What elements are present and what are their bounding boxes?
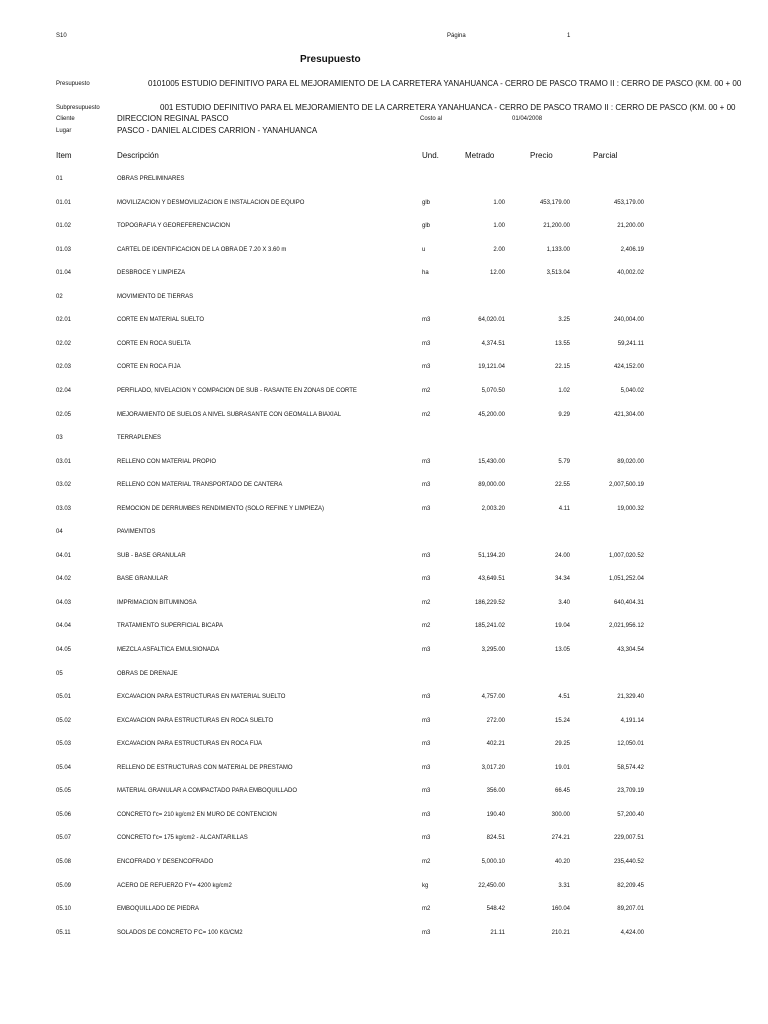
- table-row: [0, 741, 768, 753]
- row-precio: 9.29: [558, 411, 570, 418]
- lugar-value: PASCO - DANIEL ALCIDES CARRION - YANAHUANCA: [117, 126, 318, 135]
- row-item: 04.02: [56, 576, 72, 583]
- row-description: EXCAVACION PARA ESTRUCTURAS EN ROCA FIJA: [117, 741, 263, 748]
- row-precio: 1.02: [558, 387, 570, 394]
- row-description: SOLADOS DE CONCRETO F'C= 100 KG/CM2: [117, 929, 243, 936]
- row-item: 04.05: [56, 647, 72, 653]
- row-description: SUB - BASE GRANULAR: [117, 552, 186, 559]
- row-description: CORTE EN ROCA SUELTA: [117, 340, 191, 347]
- table-row: [0, 176, 768, 188]
- page-title: Presupuesto: [300, 54, 361, 65]
- row-item: 03: [56, 435, 63, 442]
- row-item: 04.01: [56, 552, 72, 559]
- row-item: 02.03: [56, 364, 72, 371]
- row-item: 03.03: [56, 505, 72, 512]
- row-item: 05.10: [56, 906, 72, 913]
- table-row: [0, 294, 768, 306]
- table-row: [0, 671, 768, 683]
- row-unit: glb: [422, 223, 431, 230]
- row-description: OBRAS DE DRENAJE: [117, 670, 178, 677]
- row-precio: 40.20: [554, 858, 570, 865]
- table-row: [0, 200, 768, 212]
- row-parcial: 4,191.14: [620, 717, 644, 724]
- row-item: 01.03: [56, 246, 72, 253]
- row-unit: m3: [422, 788, 431, 795]
- row-precio: 3.31: [558, 882, 570, 889]
- row-precio: 274.21: [551, 835, 570, 842]
- row-description: ENCOFRADO Y DESENCOFRADO: [117, 858, 214, 865]
- row-precio: 453,179.00: [539, 199, 570, 206]
- table-row: [0, 600, 768, 612]
- col-item: Item: [56, 151, 72, 160]
- row-unit: m3: [422, 505, 431, 512]
- table-row: [0, 835, 768, 847]
- row-parcial: 21,329.40: [617, 694, 644, 701]
- row-item: 02.05: [56, 411, 72, 418]
- row-item: 05.02: [56, 717, 72, 724]
- table-row: [0, 223, 768, 235]
- row-parcial: 2,406.19: [620, 246, 644, 253]
- row-metrado: 5,000.10: [481, 858, 505, 865]
- row-metrado: 51,194.20: [478, 552, 505, 559]
- row-description: PERFILADO, NIVELACION Y COMPACION DE SUB - RASANTE EN ZONAS DE CORTE: [117, 387, 357, 394]
- row-unit: m2: [422, 906, 431, 913]
- row-unit: m2: [422, 387, 431, 394]
- table-row: [0, 341, 768, 353]
- row-metrado: 3,295.00: [481, 647, 505, 653]
- table-row: [0, 576, 768, 588]
- row-precio: 300.00: [551, 811, 570, 818]
- costo-value: 01/04/2008: [512, 116, 543, 122]
- row-precio: 66.45: [554, 788, 570, 795]
- row-metrado: 89,000.00: [478, 482, 505, 489]
- row-item: 05.04: [56, 764, 72, 771]
- row-precio: 4.11: [558, 505, 570, 512]
- row-unit: m3: [422, 340, 431, 347]
- row-metrado: 1.00: [493, 223, 505, 230]
- row-precio: 1,133.00: [546, 246, 570, 253]
- row-parcial: 12,050.01: [617, 741, 644, 748]
- table-row: [0, 647, 768, 659]
- table-row: [0, 435, 768, 447]
- row-description: EXCAVACION PARA ESTRUCTURAS EN MATERIAL SUELTO: [117, 694, 286, 701]
- col-und: Und.: [422, 151, 439, 160]
- row-item: 02.02: [56, 340, 72, 347]
- row-item: 05.05: [56, 788, 72, 795]
- table-row: [0, 718, 768, 730]
- row-precio: 3.40: [558, 599, 570, 606]
- row-parcial: 57,200.40: [617, 811, 644, 818]
- row-item: 02.01: [56, 317, 72, 324]
- table-row: [0, 482, 768, 494]
- row-item: 03.01: [56, 458, 72, 465]
- row-parcial: 1,051,252.04: [608, 576, 644, 583]
- row-item: 02: [56, 293, 63, 300]
- row-unit: m3: [422, 458, 431, 465]
- row-parcial: 21,200.00: [617, 223, 644, 230]
- table-row: [0, 906, 768, 918]
- row-parcial: 82,209.45: [617, 882, 644, 889]
- row-description: EXCAVACION PARA ESTRUCTURAS EN ROCA SUELTO: [117, 717, 274, 724]
- row-precio: 29.25: [554, 741, 570, 748]
- row-unit: m3: [422, 482, 431, 489]
- row-unit: glb: [422, 199, 431, 206]
- row-unit: ha: [422, 270, 429, 277]
- row-description: EMBOQUILLADO DE PIEDRA: [117, 906, 200, 913]
- table-row: [0, 388, 768, 400]
- row-item: 05.11: [56, 929, 71, 936]
- col-descripcion: Descripción: [117, 151, 159, 160]
- table-row: [0, 317, 768, 329]
- row-description: ACERO DE REFUERZO FY= 4200 kg/cm2: [117, 882, 232, 889]
- table-row: [0, 247, 768, 259]
- row-metrado: 15,430.00: [478, 458, 505, 465]
- row-precio: 13.05: [554, 647, 570, 653]
- table-row: [0, 506, 768, 518]
- table-row: [0, 270, 768, 282]
- row-parcial: 235,440.52: [613, 858, 644, 865]
- row-description: CONCRETO f'c= 175 kg/cm2 - ALCANTARILLAS: [117, 835, 248, 842]
- row-precio: 4.51: [558, 694, 570, 701]
- row-item: 05.08: [56, 858, 72, 865]
- row-parcial: 424,152.00: [613, 364, 644, 371]
- row-metrado: 190.40: [486, 811, 505, 818]
- table-row: [0, 553, 768, 565]
- col-precio: Precio: [530, 151, 553, 160]
- row-item: 05: [56, 670, 63, 677]
- row-description: RELLENO DE ESTRUCTURAS CON MATERIAL DE PRESTAMO: [117, 764, 293, 771]
- row-item: 04: [56, 529, 63, 536]
- presupuesto-label: Presupuesto: [56, 81, 90, 87]
- table-row: [0, 812, 768, 824]
- row-metrado: 3,017.20: [481, 764, 505, 771]
- row-precio: 22.55: [554, 482, 570, 489]
- table-row: [0, 529, 768, 541]
- row-metrado: 548.42: [486, 906, 505, 913]
- row-unit: m2: [422, 858, 431, 865]
- row-precio: 21,200.00: [543, 223, 570, 230]
- row-unit: m3: [422, 741, 431, 748]
- row-precio: 19.04: [554, 623, 570, 630]
- row-description: MATERIAL GRANULAR A COMPACTADO PARA EMBOQUILLADO: [117, 788, 298, 795]
- row-description: RELLENO CON MATERIAL PROPIO: [117, 458, 217, 465]
- row-precio: 19.01: [554, 764, 570, 771]
- lugar-label: Lugar: [56, 128, 72, 134]
- row-parcial: 5,040.02: [620, 387, 644, 394]
- row-precio: 22.15: [554, 364, 570, 371]
- row-unit: kg: [422, 882, 429, 889]
- row-metrado: 64,020.01: [478, 317, 505, 324]
- row-description: MEJORAMIENTO DE SUELOS A NIVEL SUBRASANTE CON GEOMALLA BIAXIAL: [117, 411, 342, 418]
- row-precio: 34.34: [554, 576, 570, 583]
- row-description: REMOCION DE DERRUMBES RENDIMIENTO (SOLO REFINE Y LIMPIEZA): [117, 505, 325, 512]
- row-parcial: 58,574.42: [617, 764, 644, 771]
- table-row: [0, 623, 768, 635]
- row-parcial: 2,007,500.19: [608, 482, 644, 489]
- presupuesto-value: 0101005 ESTUDIO DEFINITIVO PARA EL MEJORAMIENTO DE LA CARRETERA YANAHUANCA - CERRO DE PASCO TRAMO II : CERRO DE PASCO (KM. 00 + 00: [148, 79, 742, 88]
- row-item: 05.06: [56, 811, 72, 818]
- row-item: 05.01: [56, 694, 72, 701]
- row-item: 01: [56, 176, 63, 182]
- row-precio: 160.04: [551, 906, 570, 913]
- row-metrado: 185,241.02: [474, 623, 505, 630]
- table-row: [0, 694, 768, 706]
- row-description: OBRAS PRELIMINARES: [117, 176, 185, 182]
- col-metrado: Metrado: [465, 151, 495, 160]
- row-metrado: 824.51: [486, 835, 505, 842]
- row-metrado: 186,229.52: [474, 599, 505, 606]
- costo-label: Costo al: [420, 116, 443, 122]
- row-unit: m3: [422, 835, 431, 842]
- row-item: 05.03: [56, 741, 72, 748]
- row-item: 03.02: [56, 482, 72, 489]
- row-precio: 3.25: [558, 317, 570, 324]
- row-parcial: 240,004.00: [613, 317, 644, 324]
- row-metrado: 5,070.50: [481, 387, 505, 394]
- row-unit: m3: [422, 576, 431, 583]
- row-precio: 5.79: [558, 458, 570, 465]
- row-description: DESBROCE Y LIMPIEZA: [117, 270, 186, 277]
- row-metrado: 4,374.51: [481, 340, 505, 347]
- row-parcial: 19,000.32: [617, 505, 644, 512]
- row-description: TERRAPLENES: [117, 435, 162, 442]
- row-precio: 15.24: [554, 717, 570, 724]
- row-description: MOVILIZACION Y DESMOVILIZACION E INSTALACION DE EQUIPO: [117, 199, 305, 206]
- row-unit: m3: [422, 929, 431, 936]
- table-row: [0, 930, 768, 942]
- row-precio: 24.00: [554, 552, 570, 559]
- row-parcial: 1,007,020.52: [608, 552, 644, 559]
- table-row: [0, 765, 768, 777]
- table-row: [0, 883, 768, 895]
- row-item: 04.04: [56, 623, 72, 630]
- page-label: Página: [447, 33, 466, 39]
- row-unit: m3: [422, 764, 431, 771]
- row-parcial: 2,021,956.12: [608, 623, 644, 630]
- row-parcial: 89,020.00: [617, 458, 644, 465]
- table-row: [0, 788, 768, 800]
- page-number: 1: [567, 33, 571, 39]
- row-parcial: 43,304.54: [617, 647, 644, 653]
- row-parcial: 229,007.51: [613, 835, 644, 842]
- row-metrado: 2,003.20: [481, 505, 505, 512]
- row-parcial: 40,002.02: [617, 270, 644, 277]
- row-item: 01.01: [56, 199, 72, 206]
- row-unit: m3: [422, 694, 431, 701]
- col-parcial: Parcial: [593, 151, 618, 160]
- row-metrado: 45,200.00: [478, 411, 505, 418]
- row-description: CORTE EN ROCA FIJA: [117, 364, 181, 371]
- row-item: 01.04: [56, 270, 72, 277]
- row-metrado: 19,121.04: [478, 364, 505, 371]
- row-parcial: 59,241.11: [617, 340, 644, 347]
- row-unit: m3: [422, 552, 431, 559]
- row-description: RELLENO CON MATERIAL TRANSPORTADO DE CANTERA: [117, 482, 283, 489]
- row-metrado: 22,450.00: [478, 882, 505, 889]
- row-unit: m2: [422, 599, 431, 606]
- row-precio: 3,513.04: [546, 270, 570, 277]
- row-description: TOPOGRAFIA Y GEOREFERENCIACION: [117, 223, 231, 230]
- row-unit: m3: [422, 717, 431, 724]
- row-description: MEZCLA ASFALTICA EMULSIONADA: [117, 647, 220, 653]
- row-metrado: 21.11: [490, 929, 505, 936]
- row-parcial: 4,424.00: [620, 929, 644, 936]
- row-unit: m3: [422, 811, 431, 818]
- report-code: S10: [56, 33, 67, 39]
- row-unit: m3: [422, 364, 431, 371]
- row-metrado: 4,757.00: [481, 694, 505, 701]
- row-metrado: 1.00: [493, 199, 505, 206]
- row-metrado: 43,649.51: [478, 576, 505, 583]
- row-unit: m2: [422, 411, 431, 418]
- subpresupuesto-value: 001 ESTUDIO DEFINITIVO PARA EL MEJORAMIENTO DE LA CARRETERA YANAHUANCA - CERRO DE PASCO TRAMO II : CERRO DE PASCO (KM. 00 + 00: [160, 103, 736, 112]
- row-metrado: 356.00: [486, 788, 505, 795]
- row-precio: 210.21: [551, 929, 570, 936]
- row-item: 01.02: [56, 223, 72, 230]
- row-unit: u: [422, 246, 426, 253]
- row-item: 02.04: [56, 387, 72, 394]
- row-parcial: 640,404.31: [613, 599, 644, 606]
- row-unit: m3: [422, 317, 431, 324]
- row-description: BASE GRANULAR: [117, 576, 169, 583]
- row-description: CORTE EN MATERIAL SUELTO: [117, 317, 205, 324]
- row-description: PAVIMENTOS: [117, 529, 156, 536]
- row-unit: m2: [422, 623, 431, 630]
- row-parcial: 453,179.00: [613, 199, 644, 206]
- subpresupuesto-label: Subpresupuesto: [56, 105, 100, 111]
- row-description: TRATAMIENTO SUPERFICIAL BICAPA: [117, 623, 224, 630]
- row-unit: m3: [422, 647, 431, 653]
- row-item: 04.03: [56, 599, 72, 606]
- row-parcial: 89,207.01: [617, 906, 644, 913]
- cliente-value: DIRECCION REGINAL PASCO: [117, 114, 229, 123]
- row-parcial: 421,304.00: [613, 411, 644, 418]
- row-precio: 13.55: [554, 340, 570, 347]
- table-row: [0, 459, 768, 471]
- table-row: [0, 859, 768, 871]
- row-metrado: 402.21: [486, 741, 505, 748]
- row-metrado: 2.00: [493, 246, 505, 253]
- cliente-label: Cliente: [56, 116, 75, 122]
- row-item: 05.07: [56, 835, 72, 842]
- row-metrado: 272.00: [486, 717, 505, 724]
- row-description: IMPRIMACION BITUMINOSA: [117, 599, 197, 606]
- row-parcial: 23,709.19: [617, 788, 644, 795]
- row-description: MOVIMIENTO DE TIERRAS: [117, 293, 194, 300]
- table-row: [0, 364, 768, 376]
- row-metrado: 12.00: [489, 270, 505, 277]
- table-row: [0, 412, 768, 424]
- row-description: CARTEL DE IDENTIFICACION DE LA OBRA DE 7.20 X 3.60 m: [117, 246, 287, 253]
- row-item: 05.09: [56, 882, 72, 889]
- row-description: CONCRETO f'c= 210 kg/cm2 EN MURO DE CONTENCION: [117, 811, 277, 818]
